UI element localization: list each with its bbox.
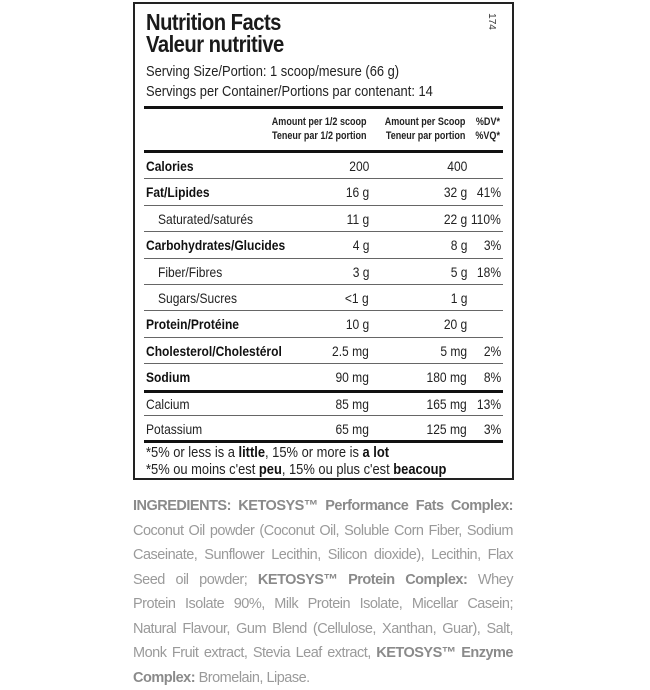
amount-half-scoop: 65 mg <box>335 421 369 437</box>
amount-scoop: 5 g <box>450 264 467 280</box>
amount-scoop: 22 g <box>443 211 467 227</box>
footnote-en: *5% or less is a little, 15% or more is a lot <box>146 444 390 461</box>
title-fr: Valeur nutritive <box>146 31 284 57</box>
amount-half-scoop: 90 mg <box>335 369 369 385</box>
nutrition-facts-panel <box>133 2 514 480</box>
table-row <box>144 338 503 364</box>
serving-size: Serving Size/Portion: 1 scoop/mesure (66 g) <box>146 63 400 80</box>
amount-half-scoop: 2.5 mg <box>332 343 369 359</box>
percent-dv: 41% <box>476 184 501 200</box>
amount-half-scoop: 3 g <box>352 264 369 280</box>
percent-dv: 2% <box>483 343 501 359</box>
table-row <box>144 259 503 285</box>
label-code: 174 <box>486 13 498 30</box>
column-header-scoop: Amount per Scoop Teneur par portion <box>384 116 465 142</box>
footnote-fr: *5% ou moins c'est peu, 15% ou plus c'est beacoup <box>146 461 447 478</box>
amount-scoop: 180 mg <box>426 369 467 385</box>
amount-scoop: 32 g <box>443 184 467 200</box>
amount-half-scoop: 4 g <box>352 237 369 253</box>
table-row <box>144 179 503 205</box>
amount-half-scoop: 11 g <box>346 211 369 227</box>
table-row <box>144 153 503 179</box>
table-row <box>144 416 503 442</box>
percent-dv: 18% <box>476 264 501 280</box>
percent-dv: 3% <box>483 237 501 253</box>
nutrient-label: Fiber/Fibres <box>158 264 223 280</box>
percent-dv: 8% <box>483 369 501 385</box>
percent-dv: 110% <box>471 211 501 227</box>
divider-thick <box>144 106 503 109</box>
nutrient-label: Saturated/saturés <box>158 211 254 227</box>
ingredients-list: INGREDIENTS: KETOSYS™ Performance Fats Complex: Coconut Oil powder (Coconut Oil, Soluble Corn Fiber, Sodium Caseinate, Sunflower Lecithin, Silicon dioxide), Lecithin, Flax Seed oil powder; KETOSYS™ Protein Complex: Whey Protein Isolate 90%, Milk Protein Isolate, Micellar Casein; Natural Flavour, Gum Blend (Cellulose, Xanthan, Guar), Salt, Monk Fruit extract, Stevia Leaf extract, KETOSYS™ Enzyme Complex: Bromelain, Lipase. <box>133 498 513 686</box>
nutrient-label: Sugars/Sucres <box>158 290 237 306</box>
divider-thick <box>144 440 503 443</box>
nutrient-label: Potassium <box>146 421 203 437</box>
amount-scoop: 165 mg <box>426 396 467 412</box>
column-header-half-scoop: Amount per 1/2 scoop Teneur par 1/2 portion <box>272 116 367 142</box>
amount-scoop: 20 g <box>443 316 467 332</box>
amount-half-scoop: 200 <box>348 158 369 174</box>
nutrient-label: Carbohydrates/Glucides <box>146 237 286 253</box>
table-row <box>144 232 503 258</box>
amount-scoop: 1 g <box>450 290 467 306</box>
nutrient-label: Protein/Protéine <box>146 316 240 332</box>
amount-scoop: 125 mg <box>426 421 467 437</box>
table-row <box>144 285 503 311</box>
table-row <box>144 206 503 232</box>
amount-scoop: 5 mg <box>440 343 467 359</box>
nutrient-label: Calcium <box>146 396 190 412</box>
percent-dv: 13% <box>476 396 501 412</box>
amount-half-scoop: 10 g <box>345 316 369 332</box>
nutrient-label: Calories <box>146 158 194 174</box>
nutrient-label: Fat/Lipides <box>146 184 210 200</box>
amount-half-scoop: 85 mg <box>335 396 369 412</box>
amount-scoop: 400 <box>446 158 467 174</box>
column-header-dv: %DV* %VQ* <box>475 116 500 142</box>
amount-half-scoop: <1 g <box>345 290 369 306</box>
table-row <box>144 311 503 337</box>
table-row <box>144 364 503 390</box>
panel-title <box>146 11 284 55</box>
servings-per-container: Servings per Container/Portions par contenant: 14 <box>146 83 433 100</box>
title-en: Nutrition Facts <box>146 9 281 35</box>
percent-dv: 3% <box>483 421 501 437</box>
table-row <box>144 391 503 417</box>
amount-scoop: 8 g <box>450 237 467 253</box>
nutrient-label: Cholesterol/Cholestérol <box>146 343 282 359</box>
amount-half-scoop: 16 g <box>345 184 369 200</box>
nutrient-label: Sodium <box>146 369 191 385</box>
